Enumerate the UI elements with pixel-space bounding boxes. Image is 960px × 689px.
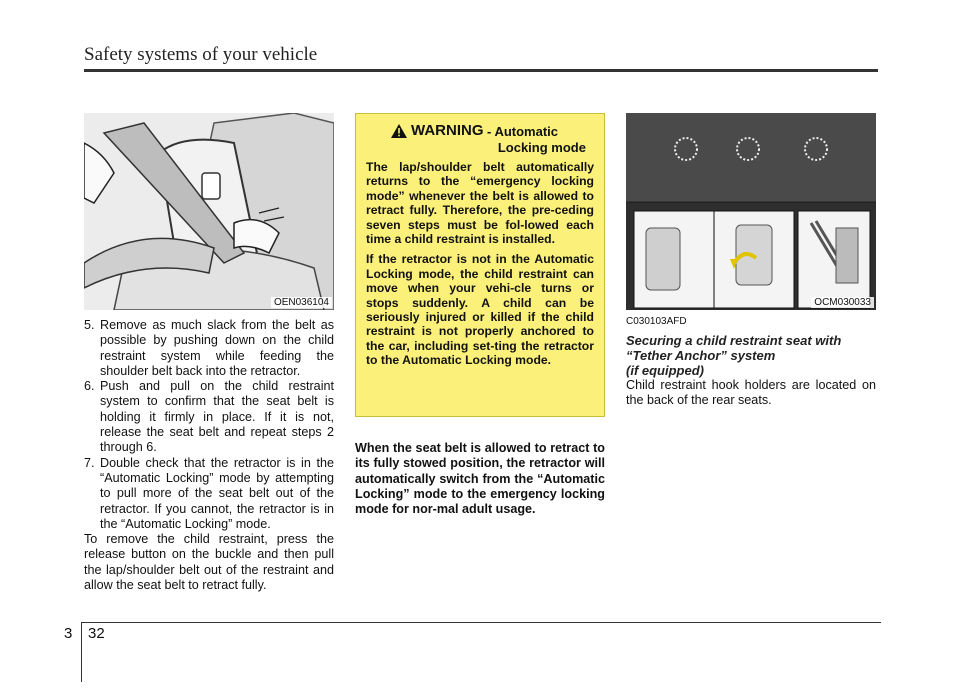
- column-1: [84, 113, 334, 593]
- step-text: Double check that the retractor is in the “Automatic Locking” mode by attempting to pull more of the seat belt out of the retractor. If you cannot, the retractor is in the “Automatic Locking” mode.: [100, 455, 334, 531]
- list-item: [84, 456, 334, 532]
- warning-header: [366, 122, 594, 160]
- steps-list: [84, 318, 334, 532]
- footer-rule: [81, 622, 881, 623]
- cargo-area-drawing: [626, 113, 876, 310]
- step-number: 7.: [84, 455, 95, 470]
- chapter-number: 3: [64, 625, 73, 642]
- list-item: [84, 379, 334, 455]
- warning-box: [355, 113, 605, 417]
- footer-divider: [81, 622, 82, 682]
- warning-triangle-icon: [391, 124, 407, 138]
- header-rule: [84, 69, 878, 72]
- figure-code: OCM030033: [811, 297, 874, 308]
- column-3: [626, 113, 876, 409]
- removal-paragraph: To remove the child restraint, press the release button on the buckle and then pull the lap/shoulder belt out of the restraint and allow the seat belt to retract fully.: [84, 532, 334, 593]
- warning-label: WARNING: [411, 122, 484, 139]
- figure-code: OEN036104: [271, 297, 332, 308]
- stowed-paragraph: When the seat belt is allowed to retract to its fully stowed position, the retractor will automatically switch from the “Automatic Locking” mode to the emergency locking mode for nor-mal adult usage.: [355, 441, 605, 517]
- warning-paragraph: The lap/shoulder belt automatically returns to the “emergency locking mode” whenever the belt is allowed to retract fully. Therefore, the pre-ceding seven steps must be fol-lowed each time a child restraint is installed.: [366, 160, 594, 247]
- tether-anchor-photo: [626, 113, 876, 310]
- step-number: 5.: [84, 318, 95, 332]
- warning-paragraph: If the retractor is not in the Automatic Locking mode, the child restraint can move when your vehi-cle turns or stops suddenly. A child can be seriously injured or killed if the child restraint is not properly anchored to the car, including set-ting the retractor to the Automatic Locking mode.: [366, 252, 594, 368]
- section-code: C030103AFD: [626, 316, 687, 327]
- step-text: Remove as much slack from the belt as possible by pushing down on the child restraint system while feeding the shoulder belt back into the retractor.: [100, 318, 334, 378]
- step-text: Push and pull on the child restraint system to confirm that the seat belt is holding it firmly in place. If it is not, release the seat belt and repeat steps 2 through 6.: [100, 379, 334, 455]
- page-number: 32: [88, 625, 105, 642]
- column-2: [355, 113, 605, 517]
- warning-mode: - Automatic Locking mode: [487, 124, 586, 155]
- section-title: Safety systems of your vehicle: [84, 44, 318, 65]
- hook-holder-paragraph: Child restraint hook holders are located on the back of the rear seats.: [626, 378, 876, 408]
- child-seat-illustration: [84, 113, 334, 310]
- child-seat-drawing: [84, 113, 334, 310]
- list-item: [84, 318, 334, 379]
- step-number: 6.: [84, 379, 95, 394]
- tether-subheading: Securing a child restraint seat with “Tether Anchor” system (if equipped): [626, 333, 842, 378]
